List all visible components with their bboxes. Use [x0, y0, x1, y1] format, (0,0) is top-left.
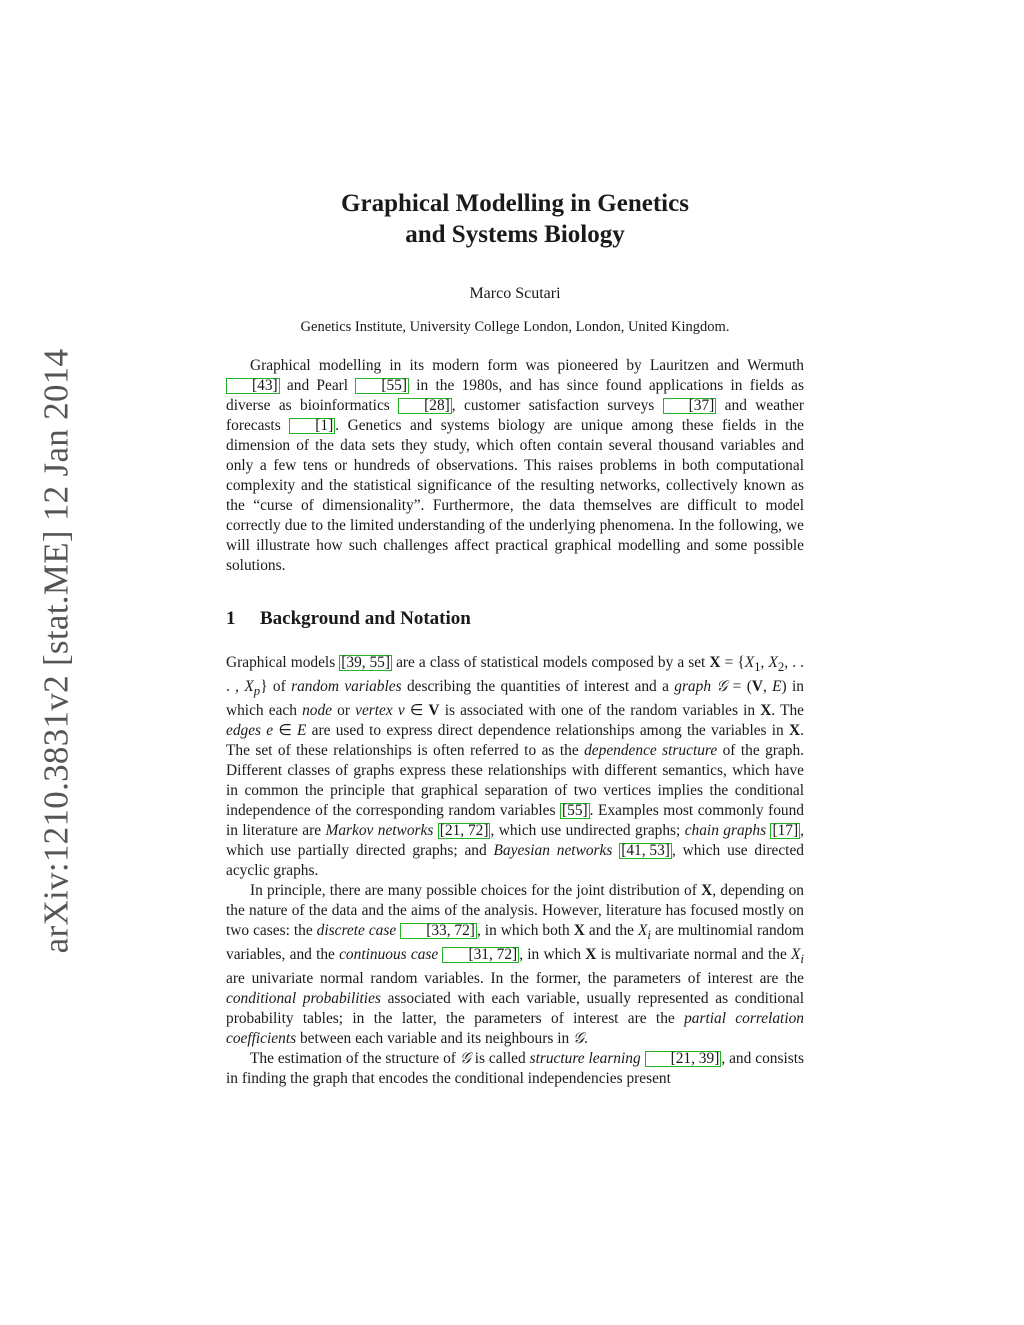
abstract-paragraph: Graphical modelling in its modern form was pioneered by Lauritzen and Wermuth [43] and Pearl [55] in the 1980s, and has since found applications in fields as diverse as bioinformatics [28] , customer satisfaction surveys [37] and weather forecasts [1] . Genetics and systems biology are unique among these fields in the dimension of the data sets they study, which often contain several thousand variables and only a few tens or hundreds of observations. This raises problems in both computational complexity and the statistical significance of the resulting networks, collectively known as the “curse of dimensionality”. Furthermore, the data themselves are difficult to model correctly due to the limited understanding of the underlying phenomena. In the following, we will illustrate how such challenges affect practical graphical modelling and some possible solutions. — [226, 357, 805, 574]
title-line-1: Graphical Modelling in Genetics — [341, 190, 689, 217]
body-paragraph-1: Graphical models [39, 55] are a class of statistical models composed by a set $X = \{X_1$, $X_2$, . . . , $X_p$} of random variables describing the quantities of interest and a graph 𝒢 = (V, E) in which each node or vertex v ∈ V is associated with one of the random variables in X. The edges e ∈ E are used to express direct dependence relationships among the variables in X. The set of these relationships is often referred to as the dependence structure of the graph. Different classes of graphs express these relationships with different semantics, which have in common the principle that graphical separation of two vertices implies the conditional independence of the corresponding random variables [55] . Examples most commonly found in literature are Markov networks [21, 72] , which use undirected graphs; chain graphs [17] , which use partially directed graphs; and Bayesian networks [41, 53] , which use directed acyclic graphs. — [226, 654, 804, 880]
abstract — [226, 356, 804, 576]
body-paragraph-3: The estimation of the structure of 𝒢 is called structure learning [21, 39] , and consists in finding the graph that encodes the conditional independencies present — [226, 1050, 804, 1088]
citation-link[interactable]: [21, 39] — [645, 1051, 722, 1067]
author-affiliation: Genetics Institute, University College London, London, United Kingdom. — [300, 319, 730, 335]
citation-link[interactable]: [39, 55] — [341, 654, 390, 671]
section-body — [226, 653, 804, 1089]
citation-link[interactable]: [21, 72] — [439, 822, 489, 840]
citation-link[interactable]: [41, 53] — [621, 842, 670, 860]
section-number: 1 — [226, 608, 236, 629]
citation-link[interactable]: [17] — [772, 822, 799, 840]
title-line-2: and Systems Biology — [405, 221, 625, 248]
citation-link[interactable]: [43] — [226, 378, 280, 394]
arxiv-sidebar — [28, 348, 84, 953]
citation-link[interactable]: [31, 72] — [442, 947, 519, 963]
section-heading — [226, 608, 471, 630]
citation-link[interactable]: [55] — [562, 802, 588, 820]
citation-link[interactable]: [37] — [663, 398, 717, 414]
body-paragraph-2: In principle, there are many possible choices for the joint distribution of X, depending on the nature of the data and the aims of the analysis. However, literature has focused mostly on two cases: the discrete case [33, 72] , in which both X and the $X_i$ are multinomial random variables, and the continuous case [31, 72] , in which X is multivariate normal and the $X_i$ are univariate normal random variables. In the former, the parameters of interest are the conditional probabilities associated with each variable, usually represented as conditional probability tables; in the latter, the parameters of interest are the partial correlation coefficients between each variable and its neighbours in 𝒢. — [226, 882, 805, 1048]
section-title: Background and Notation — [260, 608, 471, 629]
paper-title — [226, 188, 804, 250]
arxiv-identifier: arXiv:1210.3831v2 [stat.ME] 12 Jan 2014 — [36, 348, 75, 953]
citation-link[interactable]: [1] — [289, 418, 335, 434]
author-name: Marco Scutari — [469, 285, 561, 302]
citation-link[interactable]: [28] — [398, 398, 452, 414]
citation-link[interactable]: [55] — [355, 378, 409, 394]
citation-link[interactable]: [33, 72] — [400, 923, 477, 939]
